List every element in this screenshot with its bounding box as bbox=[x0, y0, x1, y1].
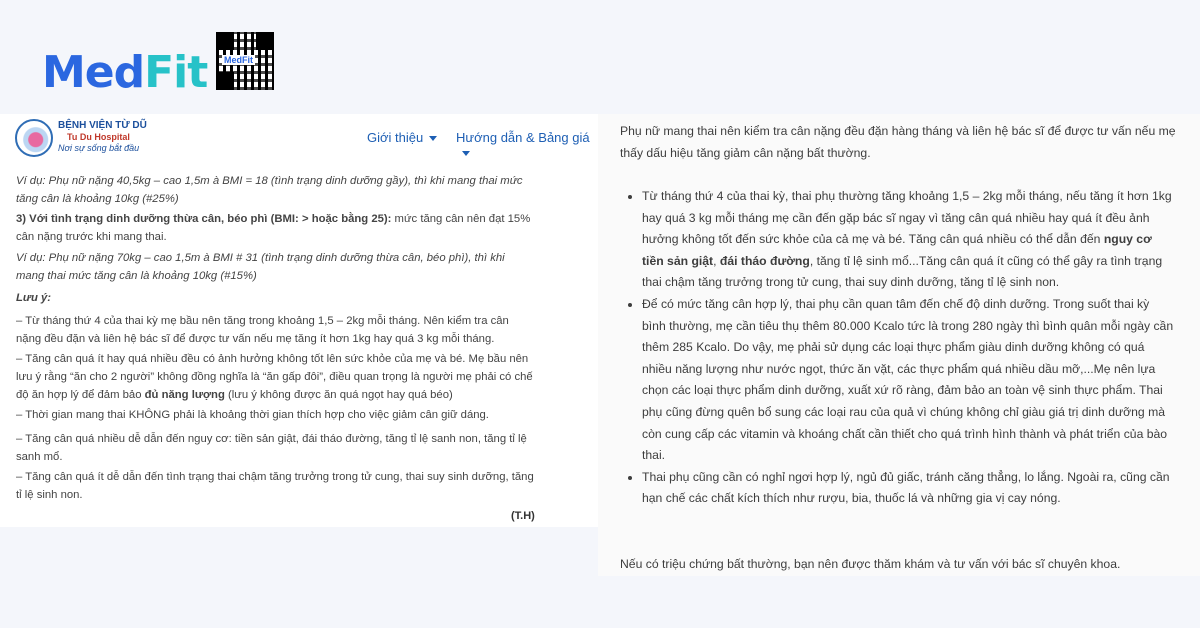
bullet-1-sep: , bbox=[713, 253, 720, 268]
note-2 bbox=[16, 350, 536, 404]
note-heading: Lưu ý: bbox=[16, 292, 52, 304]
nav-huong-dan-label: Hướng dẫn & Bảng giá bbox=[456, 130, 590, 145]
bullet-list bbox=[620, 186, 1176, 510]
example-1: Ví dụ: Phụ nữ nặng 40,5kg – cao 1,5m à BMI = 18 (tình trạng dinh dưỡng gầy), thì khi mang thai mức tăng cân là khoảng 10kg (#25%) bbox=[16, 175, 523, 205]
note-1: – Từ tháng thứ 4 của thai kỳ mẹ bầu nên tăng trong khoảng 1,5 – 2kg mỗi tháng. Nên kiểm tra cân nặng đều đặn và liên hệ bác sĩ để được tư vấn nếu mẹ tăng ít hơn 1kg hay quá 3 kg mỗi tháng. bbox=[16, 315, 509, 345]
qr-label: MedFit bbox=[224, 55, 253, 65]
right-outro: Nếu có triệu chứng bất thường, bạn nên được thăm khám và tư vấn với bác sĩ chuyên khoa. bbox=[620, 557, 1121, 571]
bullet-1-bold-1: nguy cơ tiền sản giật bbox=[642, 232, 1152, 268]
note-2-c: (lưu ý không được ăn quá ngọt hay quá béo) bbox=[224, 389, 453, 401]
right-article-panel bbox=[598, 114, 1200, 576]
left-article-panel bbox=[0, 114, 598, 527]
bullet-1-a: Từ tháng thứ 4 của thai kỳ, thai phụ thường tăng khoảng 1,5 – 2kg mỗi tháng, nếu tăng ít hơn 1kg hay quá 3 kg mỗi tháng mẹ cần đến gặp bác sĩ ngay vì tăng cân quá nhiều hay quá ít đều ảnh hưởng không tốt đến sức khỏe của cả mẹ và bé. Tăng cân quá nhiều có thể dẫn đến bbox=[642, 189, 1172, 247]
note-2-a: – Tăng cân quá ít hay quá nhiều đều có ảnh hưởng không tốt lên sức khỏe của mẹ và bé. Mẹ bầu nên lưu ý rằng “ăn cho 2 người” không đồng nghĩa là “ăn gấp đôi”, điều quan trọng là người mẹ phải có chế độ ăn hợp lý để đảm bảo bbox=[16, 353, 533, 401]
section-3-heading: 3) Với tình trạng dinh dưỡng thừa cân, béo phì (BMI: > hoặc bằng 25): bbox=[16, 213, 392, 225]
medfit-logo bbox=[42, 47, 208, 98]
right-bullets bbox=[620, 186, 1176, 510]
nav-gioi-thieu[interactable] bbox=[367, 130, 437, 145]
nav-huong-dan[interactable] bbox=[456, 130, 598, 160]
right-intro: Phụ nữ mang thai nên kiểm tra cân nặng đều đặn hàng tháng và liên hệ bác sĩ để được tư vấn nếu mẹ thấy dấu hiệu tăng giảm cân nặng bất thường. bbox=[620, 124, 1176, 160]
brand-fit-text: Fit bbox=[144, 47, 208, 98]
section-3-body: mức tăng cân nên đạt 15% cân nặng trước khi mang thai. bbox=[16, 213, 531, 243]
example-2: Ví dụ: Phụ nữ nặng 70kg – cao 1,5m à BMI # 31 (tình trạng dinh dưỡng thừa cân, béo phì), thì khi mang thai mức tăng cân là khoảng 10kg (#15%) bbox=[16, 252, 505, 282]
chevron-down-icon bbox=[462, 151, 470, 156]
chevron-down-icon bbox=[429, 136, 437, 141]
bullet-3: • Thai phụ cũng cần có nghỉ ngơi hợp lý, ngủ đủ giấc, tránh căng thẳng, lo lắng. Ngoài ra, cũng cần hạn chế các chất kích thích như rượu, bia, thuốc lá và những gia vị cay nóng. bbox=[642, 467, 1176, 510]
nav-gioi-thieu-label: Giới thiệu bbox=[367, 130, 424, 145]
section-3 bbox=[16, 210, 536, 246]
note-5: – Tăng cân quá ít dễ dẫn đến tình trạng thai chậm tăng trưởng trong tử cung, thai suy sinh dưỡng, tăng tỉ lệ sinh non. bbox=[16, 471, 534, 501]
hospital-logo-icon bbox=[15, 119, 53, 157]
bullet-1-bold-2: đái tháo đường bbox=[719, 253, 810, 268]
bullet-1 bbox=[642, 186, 1176, 294]
note-2-bold: đủ năng lượng bbox=[144, 389, 225, 401]
bullet-2: • Để có mức tăng cân hợp lý, thai phụ cần quan tâm đến chế độ dinh dưỡng. Trong suốt thai kỳ bình thường, mẹ cần tiêu thụ thêm 80.000 Kcalo tức là trong 280 ngày thì bình quân mỗi ngày cần thêm 285 Kcalo. Do vậy, mẹ phải sử dụng các loại thực phẩm giàu dinh dưỡng không có quá nhiều năng lượng như nước ngọt, thức ăn vặt, các thực phẩm quá nhiều dầu mỡ,...Mẹ nên lựa chọn các loại thực phẩm dinh dưỡng, xuất xứ rõ ràng, đảm bảo an toàn vệ sinh thực phẩm. Thai phụ cũng đừng quên bổ sung các loại rau của quả vì chúng không chỉ giàu giá trị dinh dưỡng mà còn cung cấp các vitamin và khoáng chất cần thiết cho quá trình hình thành và phát triển của bào thai. bbox=[642, 294, 1176, 467]
hospital-name-en: Tu Du Hospital bbox=[67, 132, 130, 142]
note-4: – Tăng cân quá nhiều dễ dẫn đến nguy cơ: tiền sản giật, đái tháo đường, tăng tỉ lệ sanh non, tăng tỉ lệ sanh mổ. bbox=[16, 433, 527, 463]
hospital-slogan: Nơi sự sống bắt đầu bbox=[58, 143, 140, 153]
brand-med-text: Med bbox=[42, 47, 145, 98]
bullet-1-e: , tăng tỉ lệ sinh mổ...Tăng cân quá ít cũng có thể gây ra tình trạng thai chậm tăng trưởng trong tử cung, thai suy dinh dưỡng, tăng tỉ lệ sinh non. bbox=[642, 253, 1163, 290]
article-signature: (T.H) bbox=[511, 510, 535, 522]
hospital-name: BỆNH VIỆN TỪ DŨ bbox=[58, 120, 147, 131]
note-3: – Thời gian mang thai KHÔNG phải là khoảng thời gian thích hợp cho việc giảm cân giữ dáng. bbox=[16, 409, 489, 421]
hospital-header bbox=[0, 114, 598, 164]
